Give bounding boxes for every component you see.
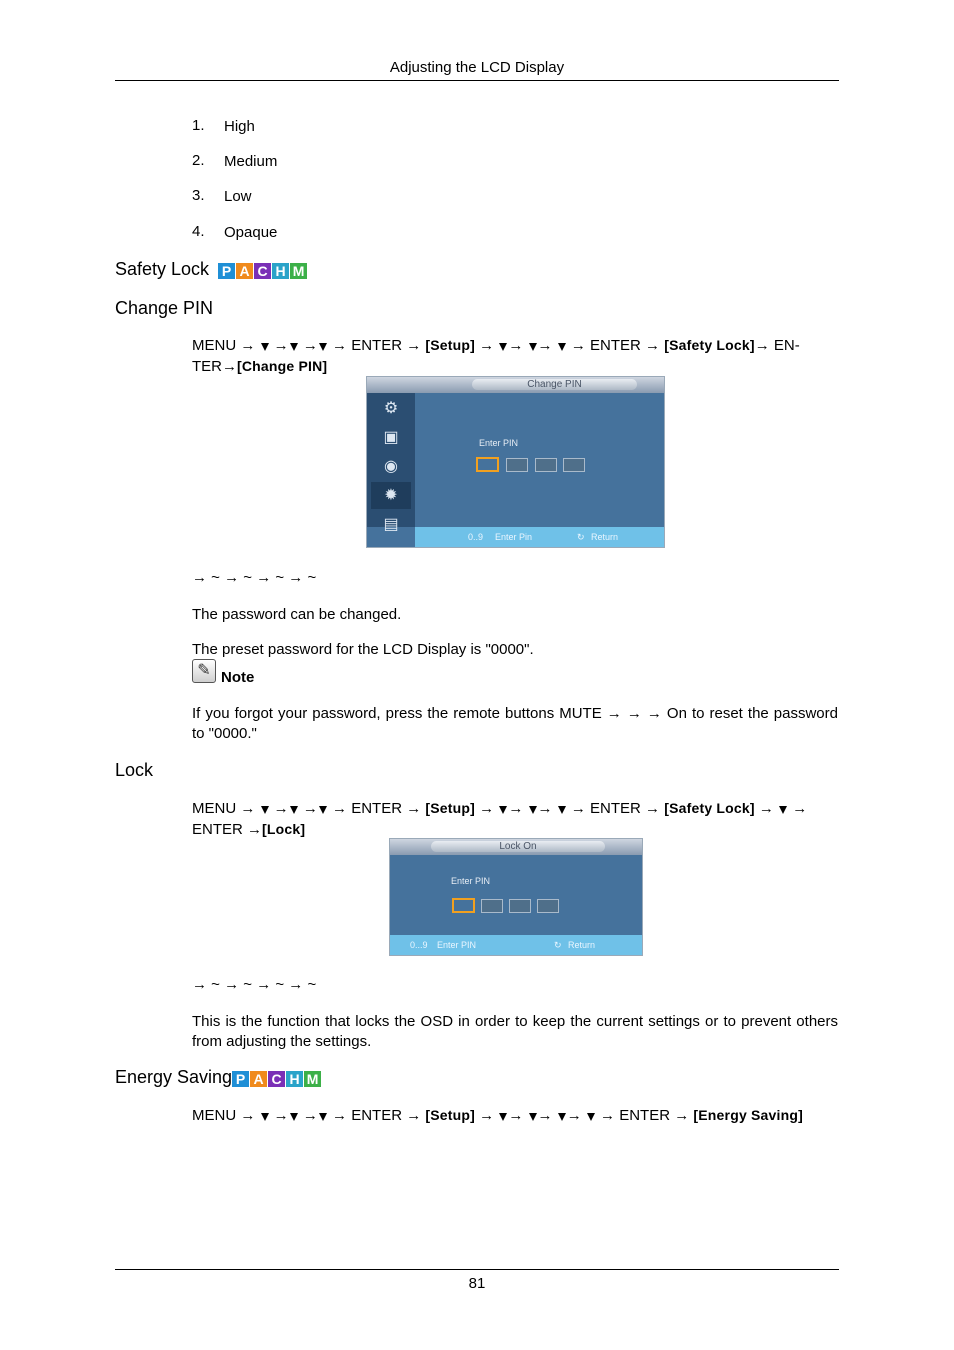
nav-safety-lock: [Safety Lock]	[664, 337, 755, 353]
down-icon	[319, 343, 327, 351]
osd-hint-bar	[415, 527, 664, 547]
model-badges	[232, 1071, 322, 1087]
pin-digit-box	[481, 899, 503, 913]
osd-enter-pin-label: Enter PIN	[479, 438, 519, 448]
nav-setup: [Setup]	[425, 800, 476, 816]
osd-hint-return: Return	[591, 532, 619, 542]
list-item: Opaque	[224, 224, 278, 241]
pin-digit-box	[452, 898, 475, 913]
down-icon	[261, 806, 269, 814]
nav-enter: ENTER	[351, 1107, 403, 1124]
model-badges	[218, 263, 308, 279]
change-pin-nav-path: MENU → → → → ENTER → [Setup] → → → → ENTER → [Safety Lock]→ EN- TER→[Change PIN]	[192, 337, 800, 375]
badge-p: P	[218, 263, 235, 279]
multi-control-icon: ▤	[383, 516, 399, 533]
list-number: 2.	[192, 152, 205, 169]
nav-enter: ENTER	[590, 800, 641, 817]
energy-saving-heading-text: Energy Saving	[115, 1067, 233, 1087]
nav-enter: ENTER	[351, 800, 403, 817]
osd-title: Lock On	[431, 841, 605, 852]
nav-enter-cont: TER	[192, 358, 222, 375]
lock-osd-screenshot	[389, 838, 643, 956]
lock-sequence: → ~ → ~ → ~ → ~	[192, 976, 317, 993]
osd-hint-enter: Enter Pin	[495, 532, 533, 542]
nav-enter: ENTER	[351, 337, 403, 354]
list-number: 1.	[192, 117, 205, 134]
badge-p: P	[232, 1071, 249, 1087]
osd-hint-bar	[390, 935, 642, 955]
badge-a: A	[236, 263, 253, 279]
change-pin-heading: Change PIN	[115, 298, 214, 318]
note-icon: ✎	[192, 659, 216, 683]
list-number: 3.	[192, 187, 205, 204]
badge-c: C	[268, 1071, 285, 1087]
down-icon	[558, 1113, 566, 1121]
energy-saving-heading	[115, 1067, 322, 1088]
down-icon	[261, 1113, 269, 1121]
down-icon	[290, 343, 298, 351]
note-text: If you forgot your password, press the remote buttons MUTE → → → On to reset the password to "0000."	[192, 705, 838, 742]
down-icon	[529, 806, 537, 814]
safety-lock-heading	[115, 259, 308, 280]
down-icon	[499, 1113, 507, 1121]
badge-h: H	[272, 263, 289, 279]
nav-setup: [Setup]	[425, 1107, 476, 1123]
picture-icon: ⚙	[383, 400, 399, 417]
note-label: Note	[221, 669, 255, 686]
osd-hint-return: Return	[568, 940, 596, 950]
down-icon	[529, 1113, 537, 1121]
down-icon	[558, 343, 566, 351]
change-pin-desc1: The password can be changed.	[192, 606, 402, 623]
down-icon	[319, 1113, 327, 1121]
sound-icon: ◉	[384, 458, 398, 475]
osd-title: Change PIN	[472, 379, 637, 390]
osd-hint-enter: Enter PIN	[437, 940, 477, 950]
down-icon	[529, 343, 537, 351]
nav-safety-lock: [Safety Lock]	[664, 800, 755, 816]
down-icon	[499, 343, 507, 351]
return-icon: ↻	[554, 940, 562, 950]
badge-c: C	[254, 263, 271, 279]
badge-m: M	[290, 263, 307, 279]
nav-change-pin: [Change PIN]	[237, 358, 328, 374]
nav-setup: [Setup]	[425, 337, 476, 353]
nav-enter: ENTER	[192, 821, 243, 838]
pin-digit-box	[476, 457, 499, 472]
lock-desc: This is the function that locks the OSD in order to keep the current settings or to prevent others from adjusting the settings.	[192, 1013, 838, 1050]
nav-enter: ENTER	[619, 1107, 671, 1124]
list-item: Medium	[224, 153, 278, 170]
badge-a: A	[250, 1071, 267, 1087]
page-number: 81	[468, 1275, 486, 1292]
down-icon	[290, 806, 298, 814]
badge-m: M	[304, 1071, 321, 1087]
pin-digit-box	[535, 458, 557, 472]
energy-saving-nav-path: MENU → → → → ENTER → [Setup] → → → → → ENTER → [Energy Saving]	[192, 1107, 803, 1124]
number-keys-icon: 0...9	[410, 940, 428, 950]
down-icon	[779, 806, 787, 814]
nav-enter: EN-	[773, 337, 800, 354]
down-icon	[587, 1113, 595, 1121]
osd-title-bar	[367, 377, 664, 393]
change-pin-osd-screenshot	[366, 376, 665, 548]
safety-lock-heading-text: Safety Lock	[115, 259, 210, 279]
nav-energy-saving: [Energy Saving]	[693, 1107, 803, 1123]
change-pin-sequence: → ~ → ~ → ~ → ~	[192, 569, 317, 586]
display-icon: ▣	[383, 429, 399, 446]
lock-nav-path: MENU → → → → ENTER → [Setup] → → → → ENTER → [Safety Lock] → → ENTER →[Lock]	[192, 800, 808, 838]
list-number: 4.	[192, 223, 205, 240]
header-rule	[115, 80, 839, 81]
down-icon	[499, 806, 507, 814]
down-icon	[319, 806, 327, 814]
nav-menu: MENU	[192, 800, 237, 817]
down-icon	[261, 343, 269, 351]
pin-digit-box	[506, 458, 528, 472]
nav-enter: ENTER	[590, 337, 641, 354]
nav-menu: MENU	[192, 337, 237, 354]
lock-heading: Lock	[115, 760, 154, 780]
footer-rule	[115, 1269, 839, 1270]
badge-h: H	[286, 1071, 303, 1087]
nav-lock: [Lock]	[262, 821, 306, 837]
down-icon	[558, 806, 566, 814]
osd-title-bar	[390, 839, 642, 855]
osd-sidebar	[367, 393, 415, 533]
number-keys-icon: 0..9	[468, 532, 484, 542]
nav-menu: MENU	[192, 1107, 237, 1124]
down-icon	[290, 1113, 298, 1121]
setup-icon: ✹	[371, 482, 411, 509]
pin-digit-box	[563, 458, 585, 472]
change-pin-desc2: The preset password for the LCD Display is "0000".	[192, 641, 534, 658]
list-item: Low	[224, 188, 252, 205]
running-header: Adjusting the LCD Display	[389, 59, 565, 76]
pin-digit-box	[537, 899, 559, 913]
return-icon: ↻	[577, 532, 585, 542]
list-item: High	[224, 118, 255, 135]
osd-enter-pin-label: Enter PIN	[451, 876, 491, 886]
pin-digit-box	[509, 899, 531, 913]
